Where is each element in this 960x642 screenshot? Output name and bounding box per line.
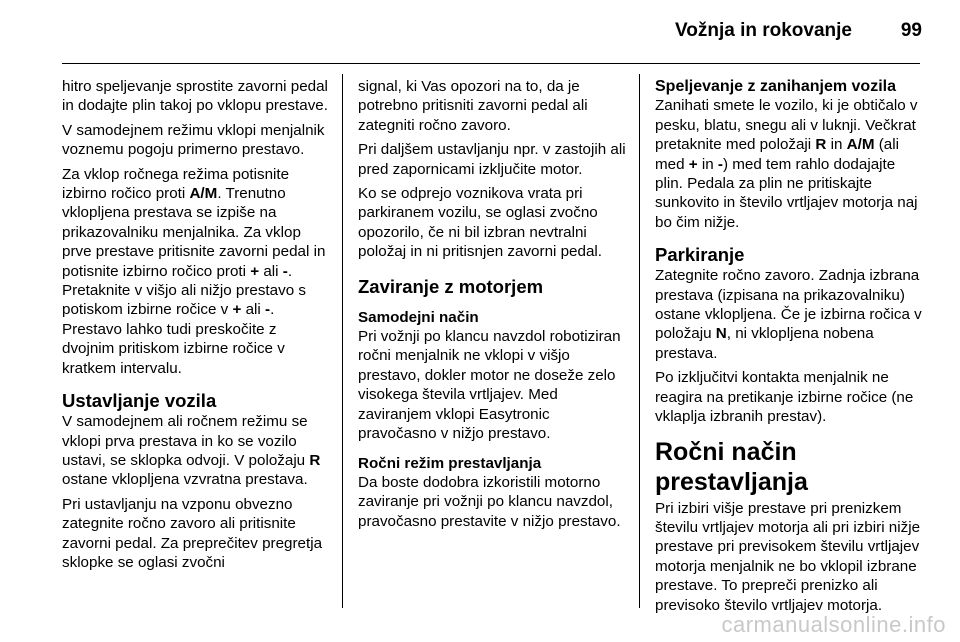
text-column-2 — [358, 77, 630, 536]
paragraph: hitro speljevanje sprostite zavorni pedal in dodajte plin takoj po vklopu prestave. — [62, 78, 328, 115]
paragraph: Po izključitvi kontakta menjalnik ne reagira na pretikanje izbirne ročice (ne vklaplja izbranih prestav). — [655, 369, 914, 426]
paragraph: Pri vožnji po klancu navzdol robotiziran ročni menjalnik ne vklopi v višjo prestavo, dokler motor ne doseže zelo visokega števila vrtljajev. Med zaviranjem vklopi Easytronic pravočasno v nižjo prestavo. — [358, 328, 621, 443]
section-heading-manual-shifting: Ročni način prestavljanja — [655, 437, 808, 496]
subheading-automatic-mode: Samodejni način — [358, 308, 479, 326]
paragraph: Da boste dodobra izkoristili motorno zaviranje pri vožnji po klancu navzdol, pravočasno prestavite v nižjo prestavo. — [358, 473, 621, 530]
paragraph: Pri ustavljanju na vzponu obvezno zategnite ročno zavoro ali pritisnite zavorni pedal. Za preprečitev pregretja sklopke se oglasi zvočni — [62, 495, 323, 571]
text-column-3 — [655, 77, 927, 620]
page-number: 99 — [900, 20, 922, 41]
paragraph: Zategnite ročno zavoro. Zadnja izbrana prestava (izpisana na prikazovalniku) ostane vklopljena. Če je izbirna ročica v položaju N, ni vklopljena nobena prestava. — [655, 267, 922, 362]
paragraph: signal, ki Vas opozori na to, da je potrebno pritisniti zavorni pedal ali zategniti ročno zavoro. — [358, 78, 588, 134]
paragraph: Za vklop ročnega režima potisnite izbirno ročico proti A/M. Trenutno vklopljena prestava se izpiše na prikazovalniku menjalnika. Za vklop prve prestave pritisnite zavorni pedal in potisnite izbirno ročico proti + ali -. Pretaknite v višjo ali nižjo prestavo s potiskom izbirne ročice v + ali -. Prestavo lahko tudi preskočite z dvojnim pritiskom izbirne ročice v kratkem intervalu. — [62, 165, 326, 377]
header-divider — [62, 63, 920, 64]
paragraph: V samodejnem režimu vklopi menjalnik voznemu pogoju primerno prestavo. — [62, 121, 325, 159]
page-title: Vožnja in rokovanje — [674, 20, 852, 41]
paragraph: Pri izbiri višje prestave pri prenizkem številu vrtljajev motorja ali pri izbiri nižje prestave pri previsokem številu vrtljajev motorja menjalnik ne bo vklopil izbrane prestave. To prepreči prenizko ali previsoko število vrtljajev motorja. — [655, 499, 921, 614]
paragraph: Ko se odprejo voznikova vrata pri parkiranem vozilu, se oglasi zvočno opozorilo, če ni bil izbran nevtralni položaj in ni pritisnjen zavorni pedal. — [358, 185, 602, 261]
watermark-text: carmanualsonline.info — [721, 612, 946, 637]
subheading-manual-mode: Ročni režim prestavljanja — [358, 454, 542, 472]
section-heading-rocking: Speljevanje z zanihanjem vozila — [655, 78, 896, 95]
column-divider — [639, 74, 640, 608]
page-header — [0, 0, 960, 60]
paragraph: Zanihati smete le vozilo, ki je obtičalo v pesku, blatu, snegu ali v luknji. Večkrat pretaknite med položaji R in A/M (ali med + in -) med tem rahlo dodajajte plin. Pedala za plin ne pritiskajte sunkovito in število vrtljajev motorja naj bo čim nižje. — [655, 97, 918, 231]
paragraph: V samodejnem ali ročnem režimu se vklopi prva prestava in ko se vozilo ustavi, se sklopka odvoji. V položaju R ostane vklopljena vzvratna prestava. — [62, 413, 321, 489]
column-divider — [342, 74, 343, 608]
section-heading-parking: Parkiranje — [655, 244, 745, 266]
text-column-1 — [62, 77, 332, 577]
paragraph: Pri daljšem ustavljanju npr. v zastojih ali pred zapornicami izključite motor. — [358, 141, 626, 178]
section-heading-engine-braking: Zaviranje z motorjem — [358, 275, 544, 297]
section-heading-stopping: Ustavljanje vozila — [62, 390, 217, 412]
